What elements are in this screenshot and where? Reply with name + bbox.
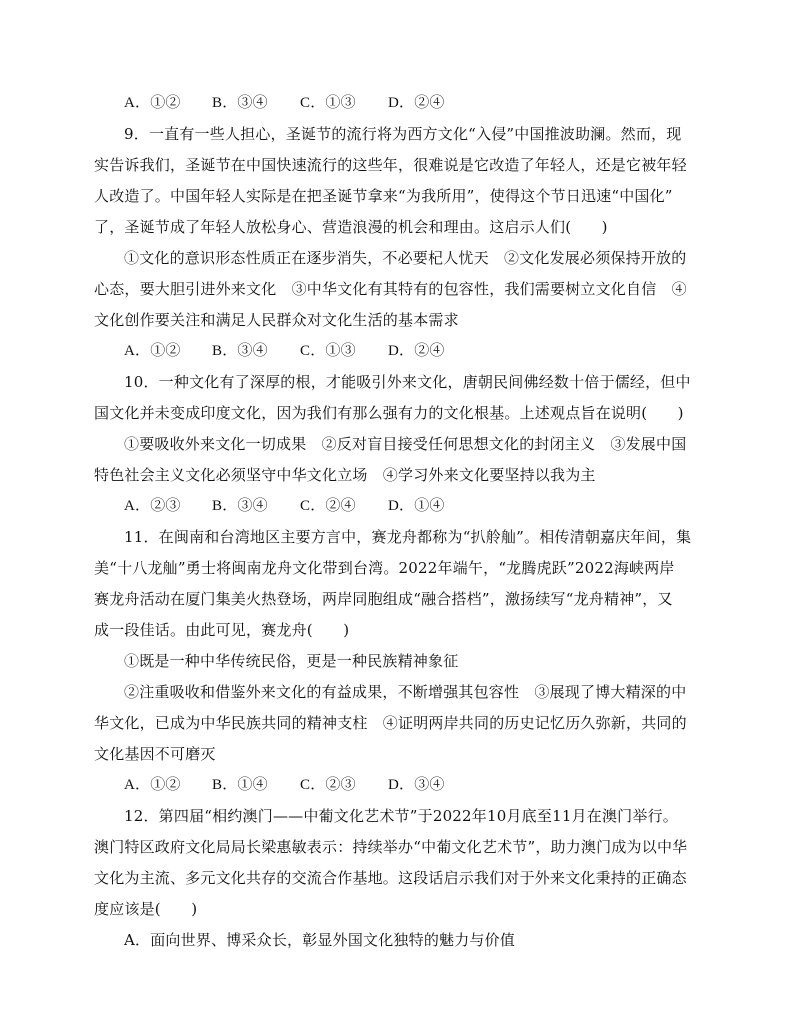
q9-option-b: B．③④ [212, 343, 268, 359]
q8-options [94, 88, 714, 119]
q12-stem-line: 12．第四届“相约澳门——中葡文化艺术节”于2022年10月底至11月在澳门举行。 [124, 807, 678, 825]
question-11 [94, 522, 714, 801]
q11-statement-line: ①既是一种中华传统民俗，更是一种民族精神象征 [124, 652, 459, 670]
q8-option-a: A．①② [124, 95, 181, 111]
q11-statement-line: 文化基因不可磨灭 [94, 745, 216, 763]
q11-option-a: A．①② [124, 777, 181, 793]
question-12 [94, 801, 714, 956]
q11-statement-line: 华文化，已成为中华民族共同的精神支柱 ④证明两岸共同的历史记忆历久弥新，共同的 [94, 714, 687, 732]
q11-option-c: C．②③ [300, 777, 356, 793]
question-9 [94, 119, 714, 367]
q10-statement-line: 特色社会主义文化必须坚守中华文化立场 ④学习外来文化要坚持以我为主 [94, 466, 596, 484]
q8-option-c: C．①③ [300, 95, 356, 111]
q12-stem-line: 度应该是( ) [94, 900, 198, 918]
q10-statement-line: ①要吸收外来文化一切成果 ②反对盲目接受任何思想文化的封闭主义 ③发展中国 [124, 435, 687, 453]
q11-option-b: B．①④ [212, 777, 268, 793]
q8-option-d: D．②④ [388, 95, 445, 111]
q11-stem-line: 赛龙舟活动在厦门集美火热登场，两岸同胞组成“融合搭档”，激扬续写“龙舟精神”，又 [94, 590, 673, 608]
q10-stem-line: 10．一种文化有了深厚的根，才能吸引外来文化，唐朝民间佛经数十倍于儒经，但中 [124, 373, 691, 391]
q9-stem-line: 实告诉我们，圣诞节在中国快速流行的这些年，很难说是它改造了年轻人，还是它被年轻 [94, 156, 687, 174]
q12-stem-line: 文化为主流、多元文化共存的交流合作基地。这段话启示我们对于外来文化秉持的正确态 [94, 869, 687, 887]
exam-page [94, 88, 714, 956]
q9-options [94, 336, 714, 367]
q9-option-c: C．①③ [300, 343, 356, 359]
q10-option-d: D．①④ [388, 498, 445, 514]
q11-stem-line: 成一段佳话。由此可见，赛龙舟( ) [94, 621, 350, 639]
q10-stem-line: 国文化并未变成印度文化，因为我们有那么强有力的文化根基。上述观点旨在说明( ) [94, 404, 684, 422]
q10-option-c: C．②④ [300, 498, 356, 514]
q11-stem-line: 11．在闽南和台湾地区主要方言中，赛龙舟都称为“扒舲舢”。相传清朝嘉庆年间，集 [124, 528, 692, 546]
q11-options [94, 770, 714, 801]
q9-option-a: A．①② [124, 343, 181, 359]
q9-statement-line: 文化创作要关注和满足人民群众对文化生活的基本需求 [94, 311, 459, 329]
question-10 [94, 367, 714, 522]
q12-stem-line: 澳门特区政府文化局局长梁惠敏表示：持续举办“中葡文化艺术节”，助力澳门成为以中华 [94, 838, 688, 856]
q10-option-a: A．②③ [124, 498, 181, 514]
q10-options [94, 491, 714, 522]
q11-option-d: D．③④ [388, 777, 445, 793]
q11-stem-line: 美“十八龙舢”勇士将闽南龙舟文化带到台湾。2022年端午，“龙腾虎跃”2022海峡两岸 [94, 559, 675, 577]
q8-option-b: B．③④ [212, 95, 268, 111]
q9-stem-line: 了，圣诞节成了年轻人放松身心、营造浪漫的机会和理由。这启示人们( ) [94, 218, 608, 236]
q9-stem-line: 9．一直有一些人担心，圣诞节的流行将为西方文化“入侵”中国推波助澜。然而，现 [124, 125, 682, 143]
q9-stem-line: 人改造了。中国年轻人实际是在把圣诞节拿来“为我所用”，使得这个节日迅速“中国化” [94, 187, 673, 205]
q9-statement-line: 心态，要大胆引进外来文化 ③中华文化有其特有的包容性，我们需要树立文化自信 ④ [94, 280, 687, 298]
q9-statement-line: ①文化的意识形态性质正在逐步消失，不必要杞人忧天 ②文化发展必须保持开放的 [124, 249, 687, 267]
q10-option-b: B．③④ [212, 498, 268, 514]
q12-option-a: A．面向世界、博采众长，彰显外国文化独特的魅力与价值 [124, 931, 516, 949]
q11-statement-line: ②注重吸收和借鉴外来文化的有益成果，不断增强其包容性 ③展现了博大精深的中 [124, 683, 687, 701]
q9-option-d: D．②④ [388, 343, 445, 359]
